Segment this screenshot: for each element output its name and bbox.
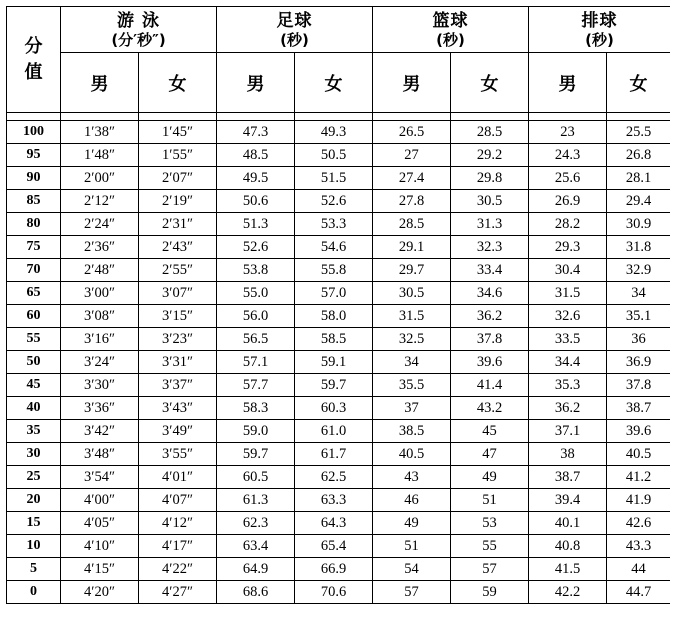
volleyball-female-cell: 36.9 — [607, 351, 671, 374]
volleyball-male-cell: 41.5 — [529, 558, 607, 581]
swim-female-cell: 4′12″ — [139, 512, 217, 535]
volleyball-male-cell: 26.9 — [529, 190, 607, 213]
table-row — [7, 397, 671, 420]
swimming-unit: (分′秒″) — [111, 30, 166, 49]
football-male-cell: 58.3 — [217, 397, 295, 420]
volleyball-male-cell: 35.3 — [529, 374, 607, 397]
football-female-cell: 59.1 — [295, 351, 373, 374]
basketball-female-cell: 55 — [451, 535, 529, 558]
football-female-cell: 66.9 — [295, 558, 373, 581]
football-name: 足球 — [276, 10, 313, 31]
volleyball-female-cell: 34 — [607, 282, 671, 305]
score-cell: 40 — [7, 397, 61, 420]
volleyball-male-cell: 31.5 — [529, 282, 607, 305]
volleyball-male-cell: 40.8 — [529, 535, 607, 558]
basketball-female-cell: 39.6 — [451, 351, 529, 374]
volleyball-female-cell: 40.5 — [607, 443, 671, 466]
table-row — [7, 144, 671, 167]
swim-female-cell: 2′19″ — [139, 190, 217, 213]
swim-male-cell: 3′42″ — [61, 420, 139, 443]
score-header-label: 分值 — [24, 35, 43, 83]
swimming-male-header: 男 — [61, 53, 139, 113]
spacer-cell — [217, 113, 295, 121]
basketball-male-cell: 35.5 — [373, 374, 451, 397]
score-cell: 75 — [7, 236, 61, 259]
swim-male-cell: 3′54″ — [61, 466, 139, 489]
table-row — [7, 236, 671, 259]
swim-male-cell: 1′48″ — [61, 144, 139, 167]
score-table — [6, 6, 670, 604]
swim-female-cell: 2′43″ — [139, 236, 217, 259]
table-row — [7, 558, 671, 581]
table-row — [7, 305, 671, 328]
volleyball-female-cell: 41.2 — [607, 466, 671, 489]
basketball-female-cell: 32.3 — [451, 236, 529, 259]
volleyball-name: 排球 — [581, 10, 618, 31]
volleyball-female-cell: 30.9 — [607, 213, 671, 236]
swim-male-cell: 3′48″ — [61, 443, 139, 466]
volleyball-male-cell: 28.2 — [529, 213, 607, 236]
spacer-cell — [139, 113, 217, 121]
volleyball-female-cell: 44 — [607, 558, 671, 581]
swim-male-cell: 3′24″ — [61, 351, 139, 374]
basketball-female-cell: 41.4 — [451, 374, 529, 397]
football-male-cell: 47.3 — [217, 121, 295, 144]
volleyball-female-cell: 37.8 — [607, 374, 671, 397]
table-row — [7, 374, 671, 397]
score-cell: 30 — [7, 443, 61, 466]
basketball-female-cell: 36.2 — [451, 305, 529, 328]
basketball-male-cell: 37 — [373, 397, 451, 420]
basketball-female-cell: 30.5 — [451, 190, 529, 213]
volleyball-male-cell: 23 — [529, 121, 607, 144]
football-female-cell: 57.0 — [295, 282, 373, 305]
swim-female-cell: 3′43″ — [139, 397, 217, 420]
table-row — [7, 259, 671, 282]
basketball-female-cell: 37.8 — [451, 328, 529, 351]
swim-male-cell: 3′00″ — [61, 282, 139, 305]
volleyball-female-cell: 39.6 — [607, 420, 671, 443]
football-female-cell: 52.6 — [295, 190, 373, 213]
volleyball-female-cell: 43.3 — [607, 535, 671, 558]
swim-female-cell: 4′01″ — [139, 466, 217, 489]
swim-female-cell: 1′55″ — [139, 144, 217, 167]
swim-male-cell: 4′20″ — [61, 581, 139, 604]
table-row — [7, 512, 671, 535]
swim-male-cell: 2′48″ — [61, 259, 139, 282]
football-unit: (秒) — [280, 30, 309, 49]
swim-female-cell: 4′07″ — [139, 489, 217, 512]
football-male-cell: 51.3 — [217, 213, 295, 236]
swim-male-cell: 1′38″ — [61, 121, 139, 144]
swimming-header — [61, 7, 217, 53]
football-male-cell: 57.1 — [217, 351, 295, 374]
volleyball-female-cell: 42.6 — [607, 512, 671, 535]
basketball-female-cell: 34.6 — [451, 282, 529, 305]
swim-female-cell: 3′15″ — [139, 305, 217, 328]
swim-female-cell: 4′17″ — [139, 535, 217, 558]
score-cell: 50 — [7, 351, 61, 374]
football-male-cell: 57.7 — [217, 374, 295, 397]
basketball-male-cell: 49 — [373, 512, 451, 535]
score-cell: 95 — [7, 144, 61, 167]
swim-male-cell: 4′15″ — [61, 558, 139, 581]
volleyball-male-cell: 37.1 — [529, 420, 607, 443]
score-cell: 20 — [7, 489, 61, 512]
volleyball-female-cell: 25.5 — [607, 121, 671, 144]
volleyball-male-header: 男 — [529, 53, 607, 113]
header-spacer-row — [7, 113, 671, 121]
volleyball-female-cell: 38.7 — [607, 397, 671, 420]
swimming-female-header: 女 — [139, 53, 217, 113]
swim-male-cell: 2′00″ — [61, 167, 139, 190]
score-cell: 70 — [7, 259, 61, 282]
volleyball-female-cell: 44.7 — [607, 581, 671, 604]
volleyball-female-cell: 26.8 — [607, 144, 671, 167]
table-row — [7, 443, 671, 466]
swim-male-cell: 3′08″ — [61, 305, 139, 328]
football-header — [217, 7, 373, 53]
basketball-female-cell: 43.2 — [451, 397, 529, 420]
table-row — [7, 328, 671, 351]
volleyball-female-cell: 35.1 — [607, 305, 671, 328]
score-cell: 35 — [7, 420, 61, 443]
score-cell: 60 — [7, 305, 61, 328]
spacer-cell — [7, 113, 61, 121]
volleyball-male-cell: 40.1 — [529, 512, 607, 535]
table-row — [7, 167, 671, 190]
volleyball-male-cell: 38 — [529, 443, 607, 466]
volleyball-male-cell: 42.2 — [529, 581, 607, 604]
basketball-female-cell: 51 — [451, 489, 529, 512]
basketball-male-cell: 57 — [373, 581, 451, 604]
volleyball-male-cell: 38.7 — [529, 466, 607, 489]
swim-female-cell: 2′31″ — [139, 213, 217, 236]
football-female-cell: 61.0 — [295, 420, 373, 443]
volleyball-female-cell: 29.4 — [607, 190, 671, 213]
spacer-cell — [529, 113, 607, 121]
table-row — [7, 420, 671, 443]
header-sport-row — [7, 7, 671, 53]
table-row — [7, 351, 671, 374]
table-row — [7, 581, 671, 604]
basketball-female-cell: 29.8 — [451, 167, 529, 190]
basketball-female-cell: 45 — [451, 420, 529, 443]
football-male-cell: 52.6 — [217, 236, 295, 259]
football-male-cell: 56.0 — [217, 305, 295, 328]
score-cell: 100 — [7, 121, 61, 144]
score-column-header — [7, 7, 61, 113]
basketball-male-cell: 29.7 — [373, 259, 451, 282]
swim-male-cell: 3′36″ — [61, 397, 139, 420]
swim-male-cell: 4′10″ — [61, 535, 139, 558]
football-male-cell: 48.5 — [217, 144, 295, 167]
score-cell: 5 — [7, 558, 61, 581]
football-female-cell: 51.5 — [295, 167, 373, 190]
volleyball-male-cell: 39.4 — [529, 489, 607, 512]
swim-female-cell: 3′23″ — [139, 328, 217, 351]
basketball-female-cell: 33.4 — [451, 259, 529, 282]
score-cell: 85 — [7, 190, 61, 213]
basketball-male-header: 男 — [373, 53, 451, 113]
volleyball-female-cell: 31.8 — [607, 236, 671, 259]
table-row — [7, 466, 671, 489]
football-male-cell: 64.9 — [217, 558, 295, 581]
basketball-unit: (秒) — [436, 30, 465, 49]
football-male-cell: 60.5 — [217, 466, 295, 489]
football-male-cell: 59.0 — [217, 420, 295, 443]
swim-male-cell: 3′30″ — [61, 374, 139, 397]
score-cell: 90 — [7, 167, 61, 190]
football-female-cell: 64.3 — [295, 512, 373, 535]
football-male-cell: 50.6 — [217, 190, 295, 213]
volleyball-female-cell: 36 — [607, 328, 671, 351]
swim-male-cell: 4′05″ — [61, 512, 139, 535]
football-female-cell: 58.0 — [295, 305, 373, 328]
score-cell: 15 — [7, 512, 61, 535]
spacer-cell — [61, 113, 139, 121]
swim-male-cell: 2′12″ — [61, 190, 139, 213]
football-female-cell: 61.7 — [295, 443, 373, 466]
score-cell: 45 — [7, 374, 61, 397]
basketball-female-cell: 49 — [451, 466, 529, 489]
football-female-cell: 58.5 — [295, 328, 373, 351]
swim-female-cell: 3′55″ — [139, 443, 217, 466]
football-male-cell: 55.0 — [217, 282, 295, 305]
football-female-header: 女 — [295, 53, 373, 113]
swim-male-cell: 2′24″ — [61, 213, 139, 236]
football-male-header: 男 — [217, 53, 295, 113]
football-male-cell: 68.6 — [217, 581, 295, 604]
score-table-body — [7, 121, 671, 604]
football-female-cell: 54.6 — [295, 236, 373, 259]
basketball-female-cell: 47 — [451, 443, 529, 466]
football-male-cell: 49.5 — [217, 167, 295, 190]
swim-male-cell: 3′16″ — [61, 328, 139, 351]
basketball-male-cell: 26.5 — [373, 121, 451, 144]
swim-female-cell: 3′07″ — [139, 282, 217, 305]
basketball-female-header: 女 — [451, 53, 529, 113]
score-cell: 65 — [7, 282, 61, 305]
basketball-female-cell: 57 — [451, 558, 529, 581]
swim-female-cell: 4′22″ — [139, 558, 217, 581]
football-female-cell: 62.5 — [295, 466, 373, 489]
volleyball-female-cell: 28.1 — [607, 167, 671, 190]
swim-male-cell: 4′00″ — [61, 489, 139, 512]
basketball-female-cell: 59 — [451, 581, 529, 604]
basketball-name: 篮球 — [432, 10, 469, 31]
swimming-name: 游 泳 — [117, 10, 160, 31]
football-female-cell: 59.7 — [295, 374, 373, 397]
volleyball-male-cell: 33.5 — [529, 328, 607, 351]
football-female-cell: 65.4 — [295, 535, 373, 558]
basketball-male-cell: 28.5 — [373, 213, 451, 236]
basketball-male-cell: 54 — [373, 558, 451, 581]
football-female-cell: 55.8 — [295, 259, 373, 282]
basketball-male-cell: 31.5 — [373, 305, 451, 328]
swim-female-cell: 3′31″ — [139, 351, 217, 374]
football-male-cell: 56.5 — [217, 328, 295, 351]
header-sex-row — [7, 53, 671, 113]
table-row — [7, 213, 671, 236]
basketball-male-cell: 34 — [373, 351, 451, 374]
football-female-cell: 53.3 — [295, 213, 373, 236]
swim-male-cell: 2′36″ — [61, 236, 139, 259]
spacer-cell — [373, 113, 451, 121]
basketball-male-cell: 43 — [373, 466, 451, 489]
football-female-cell: 70.6 — [295, 581, 373, 604]
score-cell: 80 — [7, 213, 61, 236]
swim-female-cell: 4′27″ — [139, 581, 217, 604]
football-male-cell: 62.3 — [217, 512, 295, 535]
swim-female-cell: 2′55″ — [139, 259, 217, 282]
table-row — [7, 489, 671, 512]
score-cell: 10 — [7, 535, 61, 558]
football-female-cell: 49.3 — [295, 121, 373, 144]
swim-female-cell: 3′37″ — [139, 374, 217, 397]
volleyball-male-cell: 34.4 — [529, 351, 607, 374]
basketball-male-cell: 27 — [373, 144, 451, 167]
basketball-male-cell: 46 — [373, 489, 451, 512]
football-male-cell: 53.8 — [217, 259, 295, 282]
football-female-cell: 60.3 — [295, 397, 373, 420]
score-table-container — [6, 6, 670, 616]
football-male-cell: 63.4 — [217, 535, 295, 558]
volleyball-header — [529, 7, 671, 53]
table-row — [7, 535, 671, 558]
table-row — [7, 282, 671, 305]
table-row — [7, 190, 671, 213]
basketball-female-cell: 53 — [451, 512, 529, 535]
score-cell: 55 — [7, 328, 61, 351]
basketball-male-cell: 27.4 — [373, 167, 451, 190]
swim-female-cell: 3′49″ — [139, 420, 217, 443]
volleyball-female-header: 女 — [607, 53, 671, 113]
football-female-cell: 50.5 — [295, 144, 373, 167]
basketball-male-cell: 29.1 — [373, 236, 451, 259]
basketball-male-cell: 27.8 — [373, 190, 451, 213]
football-male-cell: 61.3 — [217, 489, 295, 512]
volleyball-male-cell: 36.2 — [529, 397, 607, 420]
basketball-male-cell: 30.5 — [373, 282, 451, 305]
volleyball-male-cell: 24.3 — [529, 144, 607, 167]
swim-female-cell: 1′45″ — [139, 121, 217, 144]
volleyball-male-cell: 30.4 — [529, 259, 607, 282]
football-female-cell: 63.3 — [295, 489, 373, 512]
basketball-female-cell: 29.2 — [451, 144, 529, 167]
swim-female-cell: 2′07″ — [139, 167, 217, 190]
score-cell: 25 — [7, 466, 61, 489]
basketball-male-cell: 38.5 — [373, 420, 451, 443]
spacer-cell — [295, 113, 373, 121]
basketball-female-cell: 31.3 — [451, 213, 529, 236]
football-male-cell: 59.7 — [217, 443, 295, 466]
volleyball-female-cell: 32.9 — [607, 259, 671, 282]
basketball-header — [373, 7, 529, 53]
volleyball-male-cell: 25.6 — [529, 167, 607, 190]
basketball-female-cell: 28.5 — [451, 121, 529, 144]
volleyball-female-cell: 41.9 — [607, 489, 671, 512]
spacer-cell — [607, 113, 671, 121]
volleyball-male-cell: 29.3 — [529, 236, 607, 259]
score-cell: 0 — [7, 581, 61, 604]
basketball-male-cell: 32.5 — [373, 328, 451, 351]
basketball-male-cell: 51 — [373, 535, 451, 558]
basketball-male-cell: 40.5 — [373, 443, 451, 466]
spacer-cell — [451, 113, 529, 121]
table-row — [7, 121, 671, 144]
volleyball-unit: (秒) — [585, 30, 614, 49]
volleyball-male-cell: 32.6 — [529, 305, 607, 328]
